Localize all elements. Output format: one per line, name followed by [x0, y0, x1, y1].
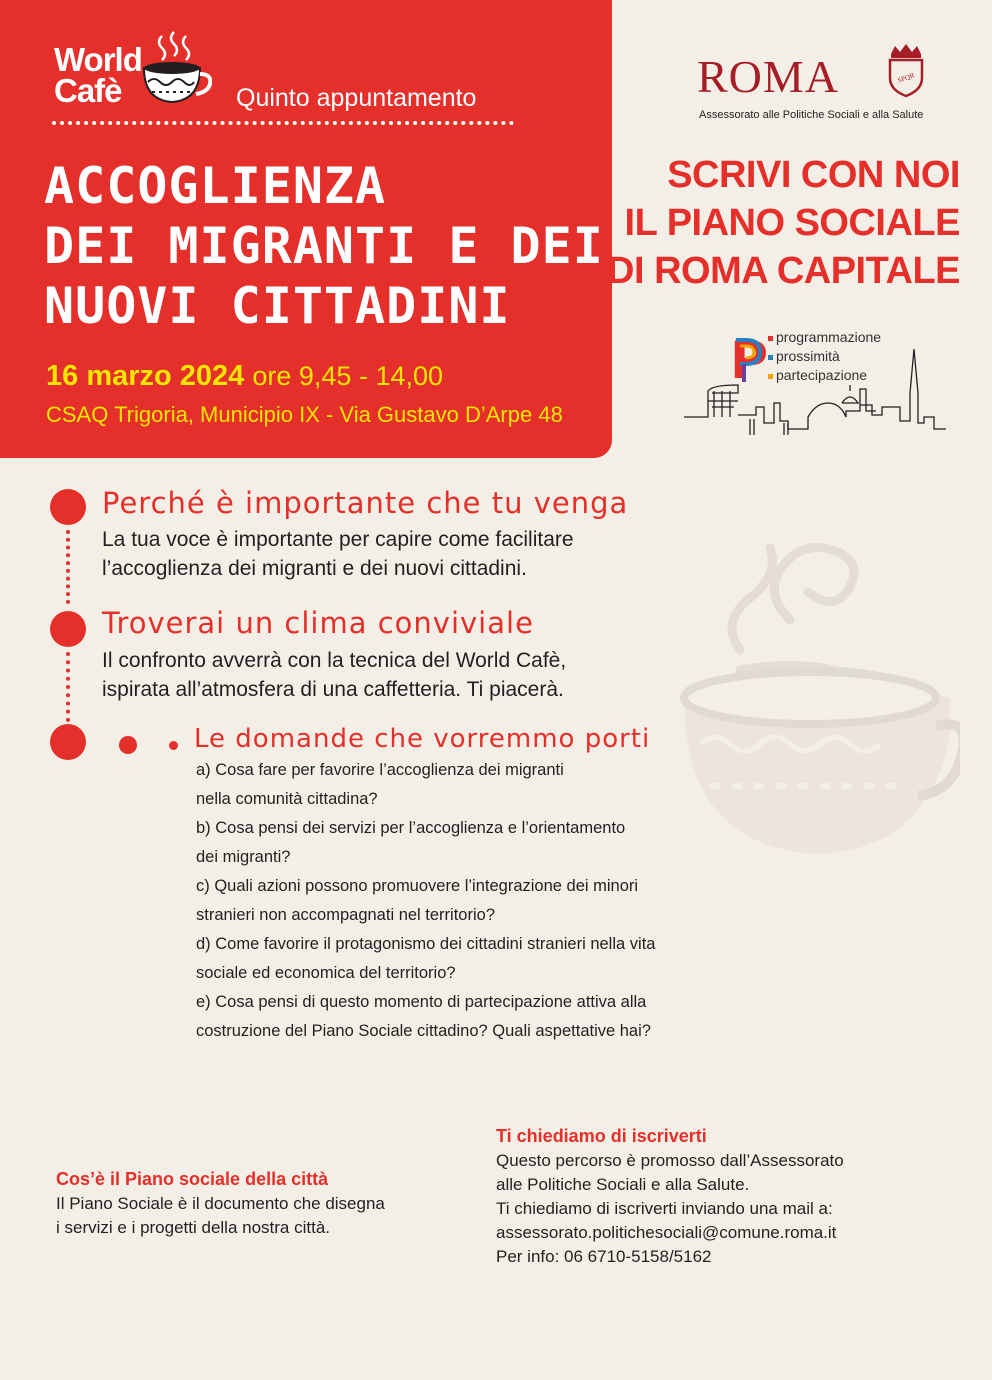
section-heading: Le domande che vorremmo porti [194, 724, 651, 754]
question-item: d) Come favorire il protagonismo dei cittadini stranieri nella vita sociale ed economica del territorio? [196, 935, 656, 982]
roma-crest-icon [885, 42, 927, 98]
timeline-line [66, 652, 70, 722]
piano-item: partecipazione [768, 366, 881, 385]
question-item: a) Cosa fare per favorire l’accoglienza dei migranti nella comunità cittadina? [196, 761, 564, 808]
roma-logo-text: ROMA [697, 51, 840, 102]
piano-letter: P [730, 332, 768, 384]
roma-subtitle: Assessorato alle Politiche Sociali e alla Salute [699, 109, 924, 121]
timeline-dot-small [119, 736, 137, 754]
section-heading: Perché è importante che tu venga [102, 486, 629, 520]
piano-info-text: Il Piano Sociale è il documento che disegna i servizi e i progetti della nostra città. [56, 1194, 385, 1237]
piano-item: prossimità [768, 347, 881, 366]
timeline-dot [50, 611, 86, 647]
question-item: c) Quali azioni possono promuovere l’integrazione dei minori stranieri non accompagnati nel territorio? [196, 877, 639, 924]
question-item: b) Cosa pensi dei servizi per l’accoglienza e l’orientamento dei migranti? [196, 819, 626, 866]
world-cafe-word2: Cafè [54, 72, 122, 109]
title-line: DEI MIGRANTI E DEI [44, 217, 604, 275]
coffee-cup-icon [138, 30, 212, 112]
piano-item: programmazione [768, 328, 881, 347]
scrivi-headline [560, 151, 960, 295]
title-line: NUOVI CITTADINI [44, 277, 511, 335]
title-line: ACCOGLIENZA [44, 157, 387, 215]
piano-info-heading: Cos’è il Piano sociale della città [56, 1169, 329, 1189]
timeline-dot [50, 489, 86, 525]
dotted-divider [52, 121, 514, 125]
signup-email[interactable]: assessorato.politichesociali@comune.roma.it [496, 1223, 837, 1242]
signup-text: Questo percorso è promosso dall’Assessorato alle Politiche Sociali e alla Salute. Ti chiediamo di iscriverti inviando una mail a: assessorato.politichesociali@comune.roma.it Per info: 06 6710-5158/5162 [496, 1149, 956, 1269]
world-cafe-logo [54, 41, 142, 109]
questions-list [196, 759, 766, 1049]
event-venue: CSAQ Trigoria, Municipio IX - Via Gustavo D’Arpe 48 [46, 402, 563, 427]
timeline-line [66, 530, 70, 604]
scrivi-line: SCRIVI CON NOI [667, 154, 960, 196]
signup-phone: Per info: 06 6710-5158/5162 [496, 1247, 712, 1266]
timeline-dot [50, 724, 86, 760]
piano-info-block [56, 1169, 456, 1240]
scrivi-line: IL PIANO SOCIALE [624, 202, 960, 244]
rome-skyline-illustration [684, 345, 946, 440]
time-text: ore 9,45 - 14,00 [252, 361, 444, 391]
date-text: 16 marzo 2024 [46, 360, 245, 392]
event-title [44, 156, 604, 336]
appointment-label: Quinto appuntamento [236, 84, 477, 112]
world-cafe-word1: World [54, 41, 142, 78]
crest-text: SPQR [896, 71, 916, 85]
event-date [46, 360, 443, 393]
section-text: La tua voce è importante per capire come facilitare l’accoglienza dei migranti e dei nuovi cittadini. [102, 528, 574, 580]
timeline-dot-tiny [169, 741, 178, 750]
section-text: Il confronto avverrà con la tecnica del World Cafè, ispirata all’atmosfera di una caffetteria. Ti piacerà. [102, 649, 567, 701]
section-heading: Troverai un clima conviviale [102, 606, 534, 640]
signup-block [496, 1126, 956, 1269]
scrivi-line: DI ROMA CAPITALE [607, 250, 960, 292]
signup-heading: Ti chiediamo di iscriverti [496, 1126, 707, 1146]
question-item: e) Cosa pensi di questo momento di partecipazione attiva alla costruzione del Piano Sociale cittadino? Quali aspettative hai? [196, 993, 651, 1040]
